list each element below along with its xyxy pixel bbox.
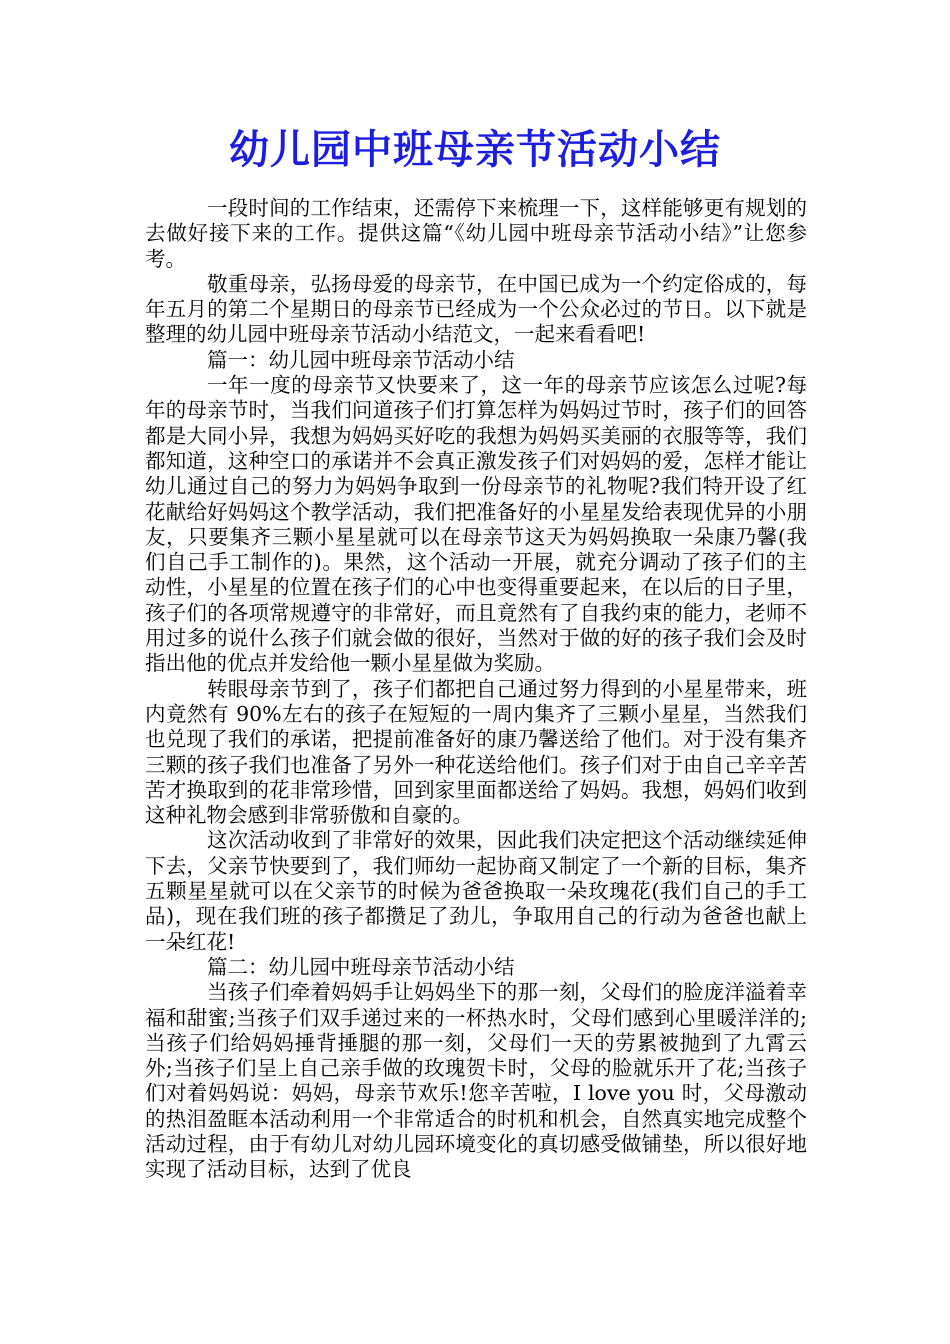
document-body [145,196,807,1183]
paragraph-section1-1: 一年一度的母亲节又快要来了，这一年的母亲节应该怎么过呢?每年的母亲节时，当我们问道孩子们打算怎样为妈妈过节时，孩子们的回答都是大同小异，我想为妈妈买好吃的我想为妈妈买美丽的衣服等等，我们都知道，这种空口的承诺并不会真正激发孩子们对妈妈的爱，怎样才能让幼儿通过自己的努力为妈妈争取到一份母亲节的礼物呢?我们特开设了红花献给好妈妈这个教学活动，我们把准备好的小星星发给表现优异的小朋友，只要集齐三颗小星星就可以在母亲节这天为妈妈换取一朵康乃馨(我们自己手工制作的)。果然，这个活动一开展，就充分调动了孩子们的主动性，小星星的位置在孩子们的心中也变得重要起来，在以后的日子里，孩子们的各项常规遵守的非常好，而且竟然有了自我约束的能力，老师不用过多的说什么孩子们就会做的很好，当然对于做的好的孩子我们会及时指出他的优点并发给他一颗小星星做为奖励。 [145,373,807,676]
section-heading-2: 篇二：幼儿园中班母亲节活动小结 [207,954,515,979]
section-heading-1: 篇一：幼儿园中班母亲节活动小结 [207,347,515,372]
document-title: 幼儿园中班母亲节活动小结 [229,126,721,173]
paragraph-section1-2: 转眼母亲节到了，孩子们都把自己通过努力得到的小星星带来，班内竟然有 90%左右的孩子在短短的一周内集齐了三颗小星星，当然我们也兑现了我们的承诺，把提前准备好的康乃馨送给了他们。对于没有集齐三颗的孩子我们也准备了另外一种花送给他们。孩子们对于由自己辛辛苦苦才换取到的花非常珍惜，回到家里面都送给了妈妈。我想，妈妈们收到这种礼物会感到非常骄傲和自豪的。 [145,676,807,828]
paragraph-mothers-day: 敬重母亲，弘扬母爱的母亲节，在中国已成为一个约定俗成的，每年五月的第二个星期日的母亲节已经成为一个公众必过的节日。以下就是整理的幼儿园中班母亲节活动小结范文，一起来看看吧! [145,271,807,347]
paragraph-section2-1: 当孩子们牵着妈妈手让妈妈坐下的那一刻，父母们的脸庞洋溢着幸福和甜蜜;当孩子们双手递过来的一杯热水时，父母们感到心里暖洋洋的;当孩子们给妈妈捶背捶腿的那一刻，父母们一天的劳累被抛到了九霄云外;当孩子们呈上自己亲手做的玫瑰贺卡时，父母的脸就乐开了花;当孩子们对着妈妈说：妈妈，母亲节欢乐!您辛苦啦，I love you 时，父母激动的热泪盈眶本活动利用一个非常适合的时机和机会，自然真实地完成整个活动过程，由于有幼儿对幼儿园环境变化的真切感受做铺垫，所以很好地实现了活动目标，达到了优良 [145,980,807,1182]
paragraph-section1-3: 这次活动收到了非常好的效果，因此我们决定把这个活动继续延伸下去，父亲节快要到了，我们师幼一起协商又制定了一个新的目标，集齐五颗星星就可以在父亲节的时候为爸爸换取一朵玫瑰花(我们自己的手工品)，现在我们班的孩子都攒足了劲儿，争取用自己的行动为爸爸也献上一朵红花! [145,828,807,954]
paragraph-intro: 一段时间的工作结束，还需停下来梳理一下，这样能够更有规划的去做好接下来的工作。提供这篇“《幼儿园中班母亲节活动小结》”让您参考。 [145,196,807,271]
